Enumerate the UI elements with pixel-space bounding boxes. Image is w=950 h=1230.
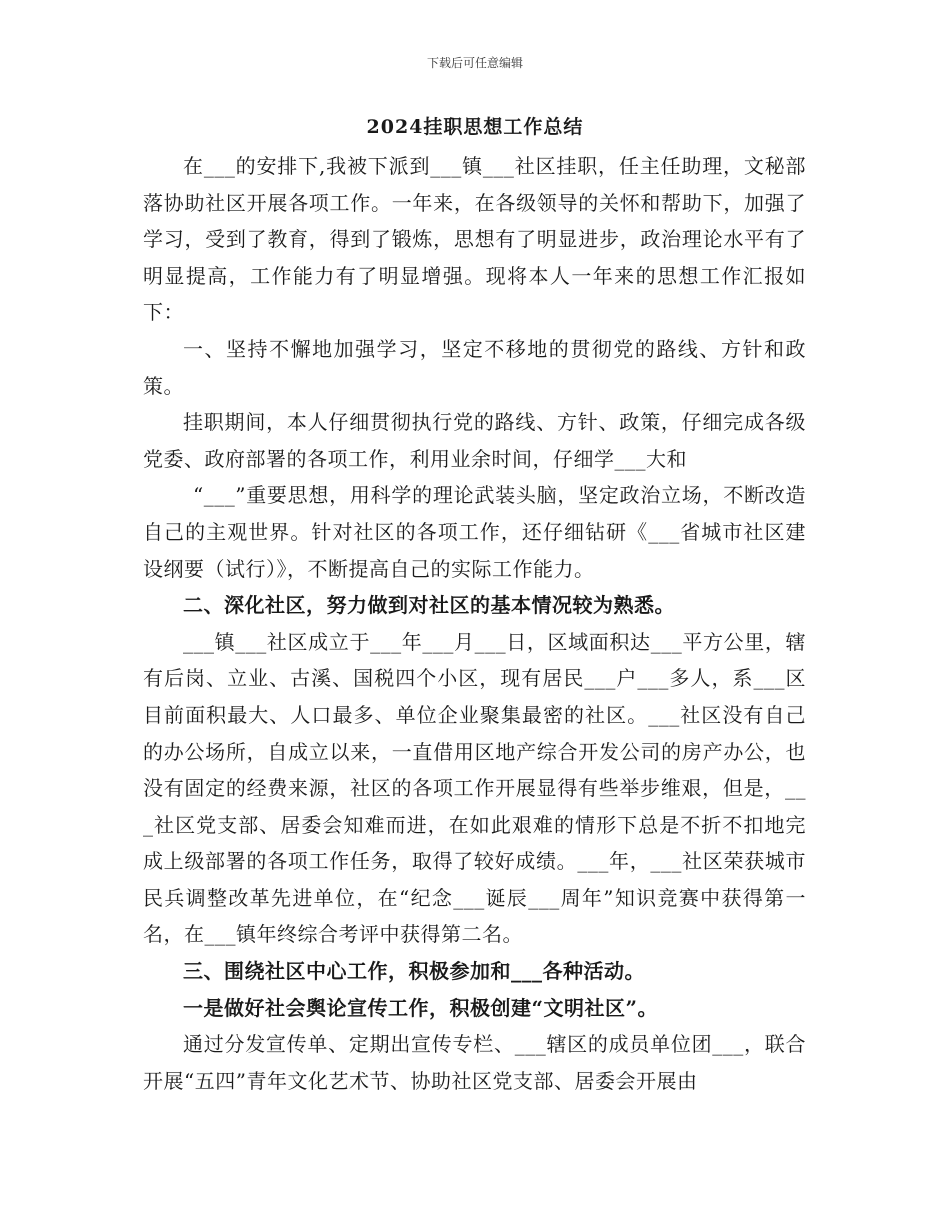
document-body — [143, 148, 806, 1099]
paragraph-community: ___镇___社区成立于___年___月___日，区域面积达___平方公里，辖有后岗、立业、古溪、国税四个小区，现有居民___户___多人，系___区目前面积最大、人口最多、单位企业聚集最密的社区。___社区没有自己的办公场所，自成立以来，一直借用区地产综合开发公司的房产办公，也没有固定的经费来源，社区的各项工作开展显得有些举步维艰，但是，___社区党支部、居委会知难而进，在如此艰难的情形下总是不折不扣地完成上级部署的各项工作任务，取得了较好成绩。___年，___社区荣获城市民兵调整改革先进单位，在“纪念___诞辰___周年”知识竞赛中获得第一名，在___镇年终综合考评中获得第二名。 — [143, 629, 806, 947]
section-heading-community: 二、深化社区，努力做到对社区的基本情况较为熟悉。 — [183, 593, 675, 618]
subheading-publicity: 一是做好社会舆论宣传工作，积极创建“文明社区”。 — [183, 995, 659, 1020]
paragraph-study: 挂职期间，本人仔细贯彻执行党的路线、方针、政策，仔细完成各级党委、政府部署的各项工作，利用业余时间，仔细学___大和 — [143, 410, 806, 471]
paragraph-intro: 在___的安排下,我被下派到___镇___社区挂职，任主任助理，文秘部落协助社区开展各项工作。一年来，在各级领导的关怀和帮助下，加强了学习，受到了教育，得到了锻炼，思想有了明显进步，政治理论水平有了明显提高，工作能力有了明显增强。现将本人一年来的思想工作汇报如下： — [143, 154, 806, 325]
page-header-note: 下载后可任意编辑 — [426, 56, 523, 70]
document-title: 2024挂职思想工作总结 — [366, 116, 584, 138]
section-heading-activities: 三、围绕社区中心工作，积极参加和___各种活动。 — [183, 959, 645, 984]
section-heading-study: 一、坚持不懈地加强学习，坚定不移地的贯彻党的路线、方针和政策。 — [143, 336, 806, 398]
paragraph-study-continued: “___”重要思想，用科学的理论武装头脑，坚定政治立场，不断改造自己的主观世界。针对社区的各项工作，还仔细钻研《___省城市社区建设纲要（试行）》，不断提高自己的实际工作能力。 — [143, 483, 806, 581]
paragraph-publicity: 通过分发宣传单、定期出宣传专栏、___辖区的成员单位团___，联合开展“五四”青年文化艺术节、协助社区党支部、居委会开展由 — [143, 1032, 806, 1093]
